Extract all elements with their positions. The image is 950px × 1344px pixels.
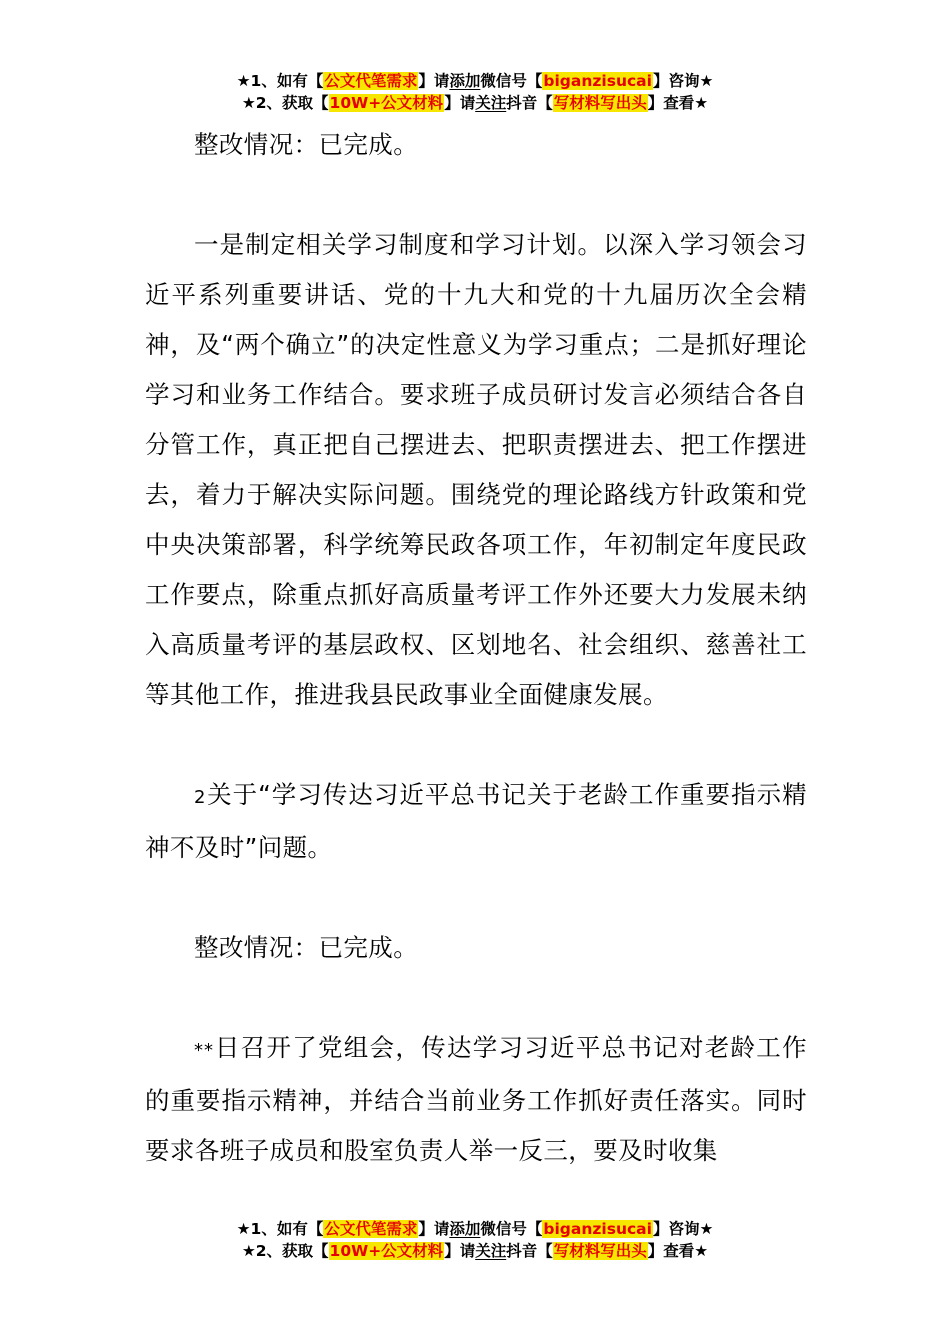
underlined-text: 添加	[449, 1220, 481, 1238]
banner-text: 】请	[418, 72, 450, 90]
underlined-text: 关注	[475, 94, 507, 112]
underlined-text: 关注	[475, 1242, 507, 1260]
rectification-status: 整改情况：已完成。	[194, 130, 419, 159]
banner-line-2	[0, 1240, 950, 1262]
highlight-service: 公文代笔需求	[324, 72, 418, 90]
highlight-materials: 10W+公文材料	[329, 94, 444, 112]
banner-text: 抖音【	[506, 1242, 553, 1260]
banner-text: 】请	[444, 1242, 476, 1260]
body-paragraph	[145, 1023, 807, 1176]
body-paragraph-text: 日召开了党组会，传达学习习近平总书记对老龄工作的重要指示精神，并结合当前业务工作抓好责任落实。同时要求各班子成员和股室负责人举一反三，要及时收集	[145, 1033, 807, 1165]
highlight-douyin-account: 写材料写出头	[553, 94, 647, 112]
banner-line-1	[0, 1218, 950, 1240]
highlight-douyin-account: 写材料写出头	[553, 1242, 647, 1260]
banner-text: ★1、如有【	[236, 72, 324, 90]
banner-text: 】查看★	[647, 94, 709, 112]
underlined-text: 添加	[449, 72, 481, 90]
banner-text: ★1、如有【	[236, 1220, 324, 1238]
banner-text: ★2、获取【	[241, 94, 329, 112]
highlight-wechat-id: biganzisucai	[543, 72, 652, 90]
paragraph-gap	[145, 170, 807, 220]
paragraph-gap	[145, 720, 807, 770]
issue-heading	[145, 770, 807, 873]
header-banner	[0, 70, 950, 114]
banner-text: 微信号【	[480, 72, 543, 90]
banner-text: 微信号【	[480, 1220, 543, 1238]
banner-text: 】查看★	[647, 1242, 709, 1260]
body-paragraph: 一是制定相关学习制度和学习计划。以深入学习领会习近平系列重要讲话、党的十九大和党的十九届历次全会精神，及“两个确立”的决定性意义为学习重点；二是抓好理论学习和业务工作结合。要求班子成员研讨发言必须结合各自分管工作，真正把自己摆进去、把职责摆进去、把工作摆进去，着力于解决实际问题。围绕党的理论路线方针政策和党中央决策部署，科学统筹民政各项工作，年初制定年度民政工作要点，除重点抓好高质量考评工作外还要大力发展未纳入高质量考评的基层政权、区划地名、社会组织、慈善社工等其他工作，推进我县民政事业全面健康发展。	[145, 230, 807, 709]
banner-text: 】请	[418, 1220, 450, 1238]
banner-text: 】请	[444, 94, 476, 112]
paragraph-gap	[145, 873, 807, 923]
highlight-materials: 10W+公文材料	[329, 1242, 444, 1260]
highlight-service: 公文代笔需求	[324, 1220, 418, 1238]
banner-text: ★2、获取【	[241, 1242, 329, 1260]
redacted-date-mark: **	[194, 1040, 214, 1061]
banner-line-2	[0, 92, 950, 114]
banner-text: 】咨询★	[652, 1220, 714, 1238]
highlight-wechat-id: biganzisucai	[543, 1220, 652, 1238]
issue-heading-text: 关于“学习传达习近平总书记关于老龄工作重要指示精神不及时”问题。	[145, 780, 807, 862]
document-body	[145, 120, 807, 1176]
footer-banner	[0, 1218, 950, 1262]
banner-text: 】咨询★	[652, 72, 714, 90]
item-number: 2	[194, 787, 207, 808]
banner-line-1	[0, 70, 950, 92]
banner-text: 抖音【	[506, 94, 553, 112]
paragraph-gap	[145, 973, 807, 1023]
rectification-status: 整改情况：已完成。	[194, 933, 419, 962]
